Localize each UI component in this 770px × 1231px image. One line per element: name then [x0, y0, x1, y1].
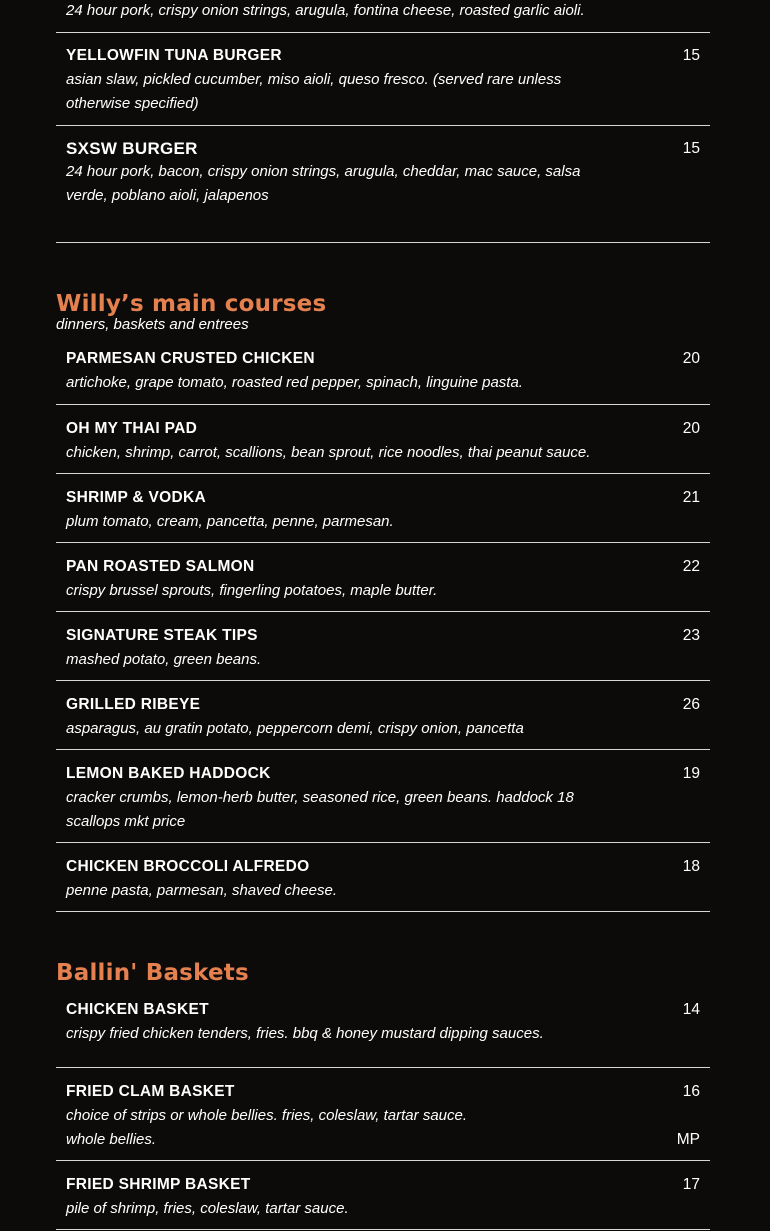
menu-item-fried-shrimp-basket: [56, 1161, 710, 1230]
menu-item-partial: [56, 0, 710, 33]
item-name: SIGNATURE STEAK TIPS: [66, 627, 258, 644]
item-description: crispy fried chicken tenders, fries. bbq & honey mustard dipping sauces.: [66, 1025, 544, 1042]
menu-item-chicken-broccoli-alfredo: [56, 843, 710, 912]
menu-item-parmesan-crusted-chicken: [56, 335, 710, 405]
item-price: 23: [682, 627, 700, 644]
menu-item-grilled-ribeye: [56, 681, 710, 750]
section-main-courses: [56, 290, 710, 912]
menu-item-signature-steak-tips: [56, 612, 710, 681]
item-name: SXSW BURGER: [66, 139, 198, 158]
menu-item-lemon-baked-haddock: [56, 750, 710, 843]
item-description: artichoke, grape tomato, roasted red pepper, spinach, linguine pasta.: [66, 374, 523, 391]
section-subtitle: dinners, baskets and entrees: [56, 316, 249, 333]
item-price: 15: [682, 47, 700, 64]
item-description: plum tomato, cream, pancetta, penne, parmesan.: [66, 513, 394, 530]
item-description: asparagus, au gratin potato, peppercorn demi, crispy onion, pancetta: [66, 720, 524, 737]
item-price: 19: [682, 765, 700, 782]
item-name: FRIED SHRIMP BASKET: [66, 1176, 251, 1193]
item-price: 16: [682, 1083, 700, 1100]
item-description: penne pasta, parmesan, shaved cheese.: [66, 882, 338, 899]
item-description-line2: whole bellies.: [66, 1131, 157, 1148]
item-name: FRIED CLAM BASKET: [66, 1083, 235, 1100]
item-description: asian slaw, pickled cucumber, miso aioli, queso fresco. (served rare unless otherwise specified): [66, 71, 562, 112]
item-description: 24 hour pork, bacon, crispy onion strings, arugula, cheddar, mac sauce, salsa verde, poblano aioli, jalapenos: [66, 163, 581, 204]
item-description: mashed potato, green beans.: [66, 651, 262, 668]
item-name: LEMON BAKED HADDOCK: [66, 765, 271, 782]
item-description: crispy brussel sprouts, fingerling potatoes, maple butter.: [66, 582, 438, 599]
menu-item-yellowfin-tuna-burger: [56, 33, 710, 126]
item-description: cracker crumbs, lemon-herb butter, seasoned rice, green beans. haddock 18 scallops mkt price: [66, 789, 574, 830]
section-baskets: [56, 959, 710, 1230]
menu-item-oh-my-thai-pad: [56, 405, 710, 474]
item-price: 21: [682, 489, 700, 506]
item-description: 24 hour pork, crispy onion strings, arugula, fontina cheese, roasted garlic aioli.: [66, 2, 585, 19]
item-price: 22: [682, 558, 700, 575]
item-name: YELLOWFIN TUNA BURGER: [66, 47, 282, 64]
menu-item-pan-roasted-salmon: [56, 543, 710, 612]
item-name: PAN ROASTED SALMON: [66, 558, 255, 575]
menu: [56, 0, 710, 1230]
item-price: 18: [682, 858, 700, 875]
item-price: 17: [682, 1176, 700, 1193]
item-name: CHICKEN BASKET: [66, 1001, 209, 1018]
menu-item-sxsw-burger: [56, 126, 710, 243]
item-price: 14: [682, 1001, 700, 1018]
item-name: PARMESAN CRUSTED CHICKEN: [66, 350, 315, 367]
menu-item-chicken-basket: [56, 987, 710, 1068]
menu-item-fried-clam-basket: [56, 1068, 710, 1161]
item-price-secondary: MP: [676, 1131, 700, 1148]
item-name: GRILLED RIBEYE: [66, 696, 201, 713]
section-title: Ballin' Baskets: [56, 960, 249, 986]
item-name: OH MY THAI PAD: [66, 420, 198, 437]
item-price: 20: [682, 350, 700, 367]
item-name: SHRIMP & VODKA: [66, 489, 206, 506]
item-price: 20: [682, 420, 700, 437]
item-description: choice of strips or whole bellies. fries, coleslaw, tartar sauce.: [66, 1107, 468, 1124]
item-description: pile of shrimp, fries, coleslaw, tartar sauce.: [66, 1200, 349, 1217]
section-title: Willy’s main courses: [56, 291, 327, 317]
item-name: CHICKEN BROCCOLI ALFREDO: [66, 858, 310, 875]
menu-item-shrimp-vodka: [56, 474, 710, 543]
item-price: 26: [682, 696, 700, 713]
item-price: 15: [682, 140, 700, 157]
item-description: chicken, shrimp, carrot, scallions, bean sprout, rice noodles, thai peanut sauce.: [66, 444, 591, 461]
